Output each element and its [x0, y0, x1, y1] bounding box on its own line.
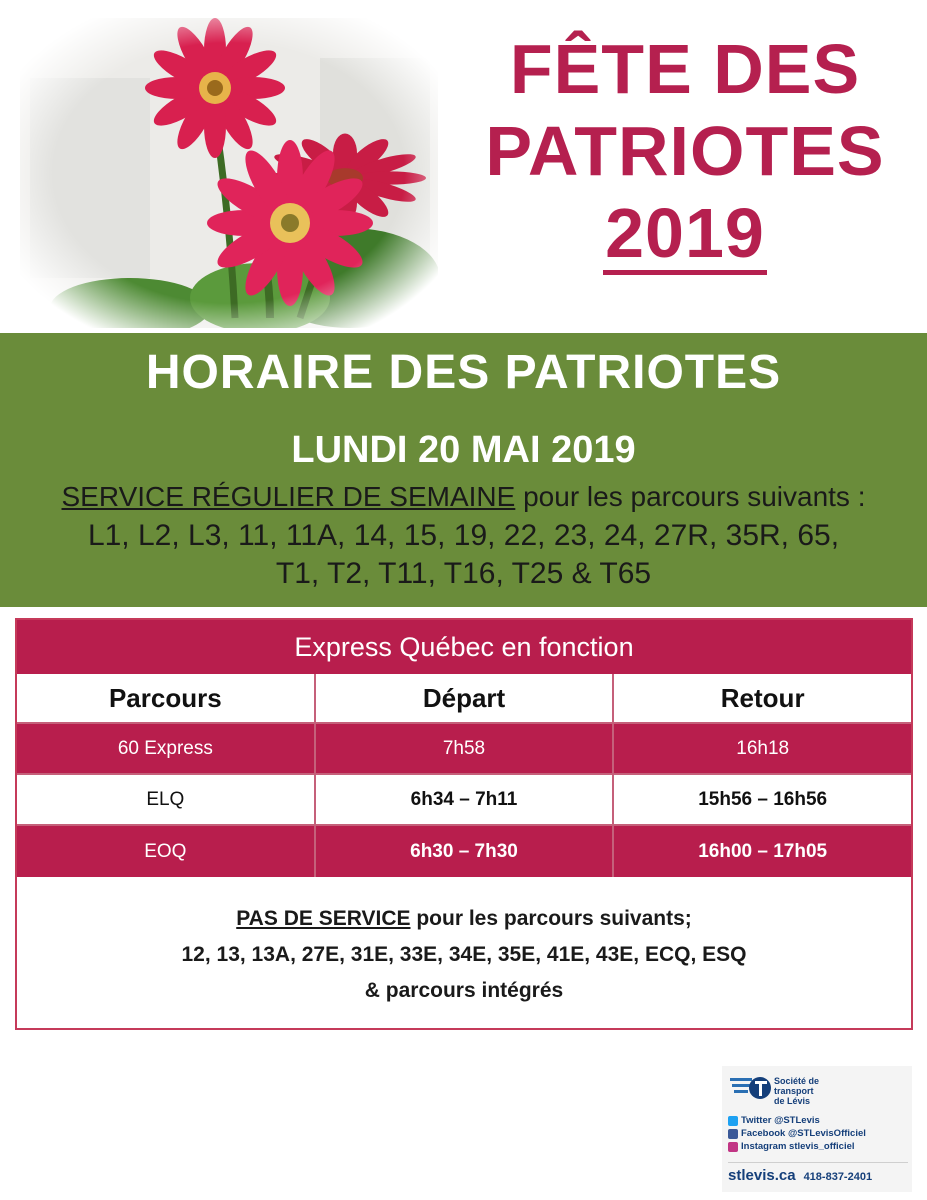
facebook-icon — [728, 1129, 738, 1139]
facebook-link[interactable] — [728, 1127, 866, 1140]
instagram-handle: Instagram stlevis_officiel — [741, 1141, 855, 1152]
column-header: Départ — [316, 674, 615, 724]
retour-cell: 15h56 – 16h56 — [614, 775, 911, 826]
no-service-integrated: & parcours intégrés — [364, 979, 564, 1002]
regular-service-label: SERVICE RÉGULIER DE SEMAINE — [61, 481, 516, 512]
regular-service-notice — [0, 481, 927, 513]
regular-service-rest: pour les parcours suivants : — [515, 481, 866, 512]
depart-cell: 7h58 — [316, 724, 615, 775]
express-schedule-table — [15, 618, 913, 1030]
no-service-rest: pour les parcours suivants; — [410, 907, 692, 930]
no-service-routes: 12, 13, 13A, 27E, 31E, 33E, 34E, 35E, 41E, 43E, ECQ, ESQ — [181, 943, 747, 966]
twitter-icon — [728, 1116, 738, 1126]
title-line-2: PATRIOTES — [485, 112, 885, 190]
depart-cell: 6h30 – 7h30 — [316, 826, 615, 877]
banner-date: LUNDI 20 MAI 2019 — [291, 429, 636, 471]
route-cell: EOQ — [17, 826, 316, 877]
phone-number: 418-837-2401 — [803, 1171, 873, 1183]
twitter-link[interactable] — [728, 1114, 866, 1127]
stlevis-org-name — [774, 1076, 854, 1106]
regular-routes — [0, 517, 927, 593]
banner-heading: HORAIRE DES PATRIOTES — [145, 346, 782, 399]
regular-routes-line-2: T1, T2, T11, T16, T25 & T65 — [275, 557, 652, 590]
table-header-row — [17, 674, 911, 724]
twitter-handle: Twitter @STLevis — [741, 1115, 820, 1126]
org-line: transport — [774, 1086, 814, 1096]
column-header: Retour — [614, 674, 911, 724]
retour-cell: 16h18 — [614, 724, 911, 775]
title-line-1: FÊTE DES — [509, 30, 861, 108]
social-links — [728, 1114, 866, 1153]
depart-cell: 6h34 – 7h11 — [316, 775, 615, 826]
gerbera-illustration — [20, 18, 438, 328]
table-row — [17, 775, 911, 826]
table-caption: Express Québec en fonction — [17, 620, 911, 674]
website-link[interactable]: stlevis.ca — [728, 1167, 796, 1184]
table-row — [17, 826, 911, 877]
route-cell: ELQ — [17, 775, 316, 826]
title-year: 2019 — [603, 196, 767, 275]
no-service-label: PAS DE SERVICE — [236, 907, 411, 930]
stlevis-logo-icon — [728, 1070, 772, 1106]
org-line: de Lévis — [774, 1096, 811, 1106]
contact-footer — [728, 1162, 908, 1184]
schedule-banner — [0, 333, 927, 607]
table-row — [17, 724, 911, 775]
regular-routes-line-1: L1, L2, L3, 11, 11A, 14, 15, 19, 22, 23, 24, 27R, 35R, 65, — [87, 519, 840, 552]
org-line: Société de — [774, 1076, 820, 1086]
instagram-icon — [728, 1142, 738, 1152]
column-header: Parcours — [17, 674, 316, 724]
no-service-notice — [17, 877, 911, 1009]
instagram-link[interactable] — [728, 1140, 866, 1153]
stlevis-logo-block — [722, 1066, 912, 1192]
flower-photo — [20, 18, 438, 328]
page-title — [455, 28, 915, 275]
retour-cell: 16h00 – 17h05 — [614, 826, 911, 877]
route-cell: 60 Express — [17, 724, 316, 775]
facebook-handle: Facebook @STLevisOfficiel — [741, 1128, 866, 1139]
